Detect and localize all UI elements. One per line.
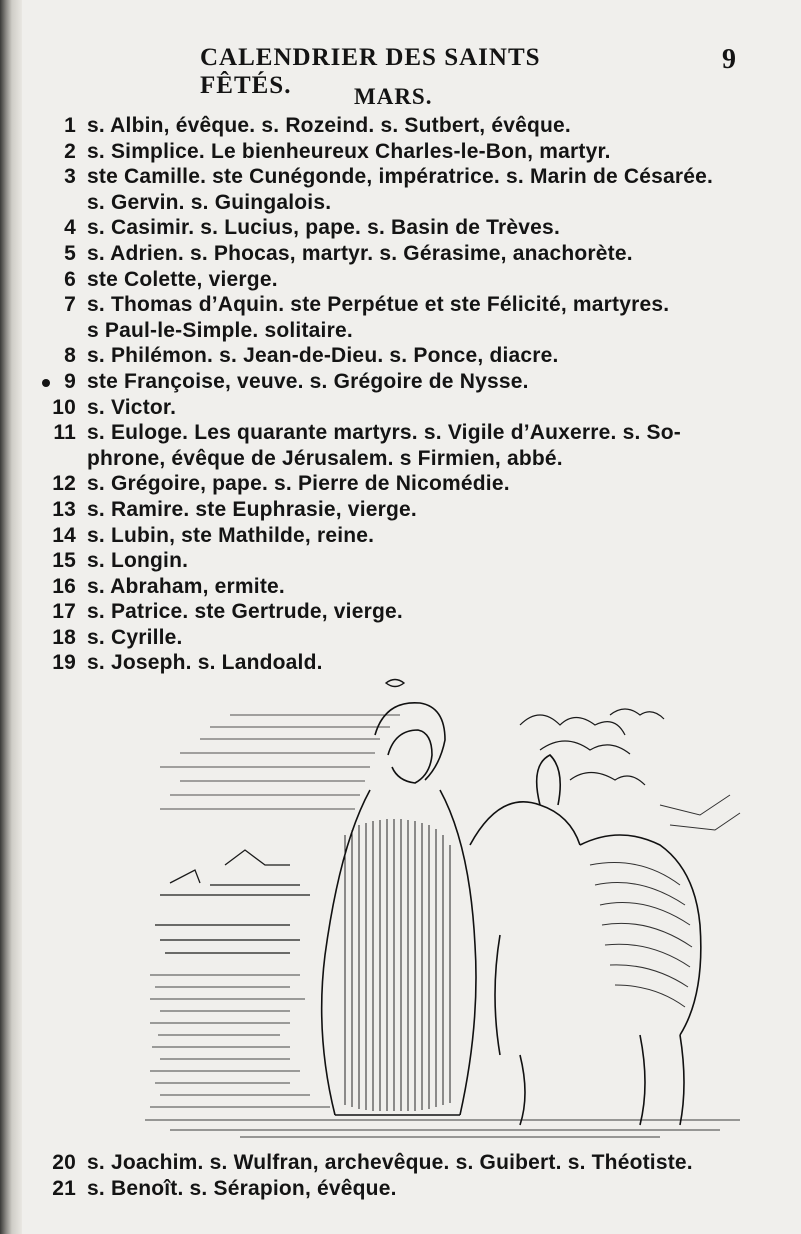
calendar-entry [40,113,790,139]
day-number: 15 [52,549,76,573]
saint-names: s. Adrien. s. Phocas, martyr. s. Gérasime, anachorète. [87,241,633,265]
calendar-entry [40,395,790,421]
calendar-entry [40,369,790,395]
ornament-icon [384,678,406,688]
calendar-entry [40,650,790,676]
saints-list-top [40,113,790,676]
page-binding-edge [0,0,22,1234]
day-number: 21 [52,1176,76,1200]
saint-names: ste Camille. ste Cunégonde, impératrice. s. Marin de Césarée. [87,165,714,189]
page-number: 9 [722,44,736,75]
calendar-entry [40,164,790,215]
saint-names: s. Philémon. s. Jean-de-Dieu. s. Ponce, diacre. [87,344,559,368]
saint-names: s. Abraham, ermite. [87,574,285,598]
calendar-entry [40,471,790,497]
day-number: 11 [53,421,76,445]
saint-names: ste Françoise, veuve. s. Grégoire de Nysse. [87,369,529,393]
day-number: 13 [52,497,76,521]
day-number: 18 [52,625,76,649]
saint-names: s Paul-le-Simple. solitaire. [87,318,353,342]
calendar-entry [40,548,790,574]
saints-list-bottom [40,1150,790,1201]
saint-names: phrone, évêque de Jérusalem. s Firmien, abbé. [87,446,563,470]
day-number: 19 [52,651,76,675]
saint-names: ste Colette, vierge. [87,267,278,291]
calendar-entry [40,215,790,241]
day-number: 20 [52,1151,76,1174]
month-heading: MARS. [354,84,433,109]
saint-names: s. Gervin. s. Guingalois. [87,190,332,214]
calendar-entry [40,1176,790,1202]
day-number: 7 [64,293,76,317]
day-number: 17 [52,600,76,624]
calendar-entry [40,241,790,267]
illustration-engraving [140,695,752,1140]
calendar-entry [40,625,790,651]
saint-names: s. Patrice. ste Gertrude, vierge. [87,600,403,624]
calendar-entry [40,1150,790,1176]
saint-names: s. Grégoire, pape. s. Pierre de Nicomédie. [87,472,510,496]
saint-names: s. Simplice. Le bienheureux Charles-le-Bon, martyr. [87,139,611,163]
calendar-entry [40,267,790,293]
saint-names: s. Longin. [87,549,189,573]
day-number: 4 [64,216,76,240]
calendar-entry [40,523,790,549]
day-number: 6 [64,267,76,291]
calendar-entry [40,343,790,369]
calendar-entry [40,599,790,625]
day-number: 16 [52,574,76,598]
saint-names: s. Lubin, ste Mathilde, reine. [87,523,375,547]
saint-names: s. Casimir. s. Lucius, pape. s. Basin de Trèves. [87,216,560,240]
saint-names: s. Joachim. s. Wulfran, archevêque. s. Guibert. s. Théotiste. [87,1151,693,1174]
saint-names: s. Albin, évêque. s. Rozeind. s. Sutbert, évêque. [87,114,571,137]
day-number: 1 [64,114,76,137]
calendar-entry [40,497,790,523]
calendar-entry [40,292,790,343]
calendar-entry [40,139,790,165]
day-number: 8 [64,344,76,368]
day-number: 12 [52,472,76,496]
day-number: 2 [64,139,76,163]
day-number: 5 [64,241,76,265]
saint-names: s. Benoît. s. Sérapion, évêque. [87,1176,397,1200]
calendar-entry [40,420,790,471]
day-number: 14 [52,523,76,547]
saint-names: s. Ramire. ste Euphrasie, vierge. [87,497,417,521]
saint-names: s. Euloge. Les quarante martyrs. s. Vigile d’Auxerre. s. So- [87,421,681,445]
day-number: 10 [52,395,76,419]
calendar-entry [40,574,790,600]
day-number: 9 [64,369,76,393]
running-header: CALENDRIER DES SAINTS FÊTÉS. [200,44,541,99]
saint-names: s. Victor. [87,395,177,419]
day-number: 3 [64,165,76,189]
saint-names: s. Thomas d’Aquin. ste Perpétue et ste Félicité, martyres. [87,293,670,317]
saint-names: s. Joseph. s. Landoald. [87,651,323,675]
saint-names: s. Cyrille. [87,625,183,649]
